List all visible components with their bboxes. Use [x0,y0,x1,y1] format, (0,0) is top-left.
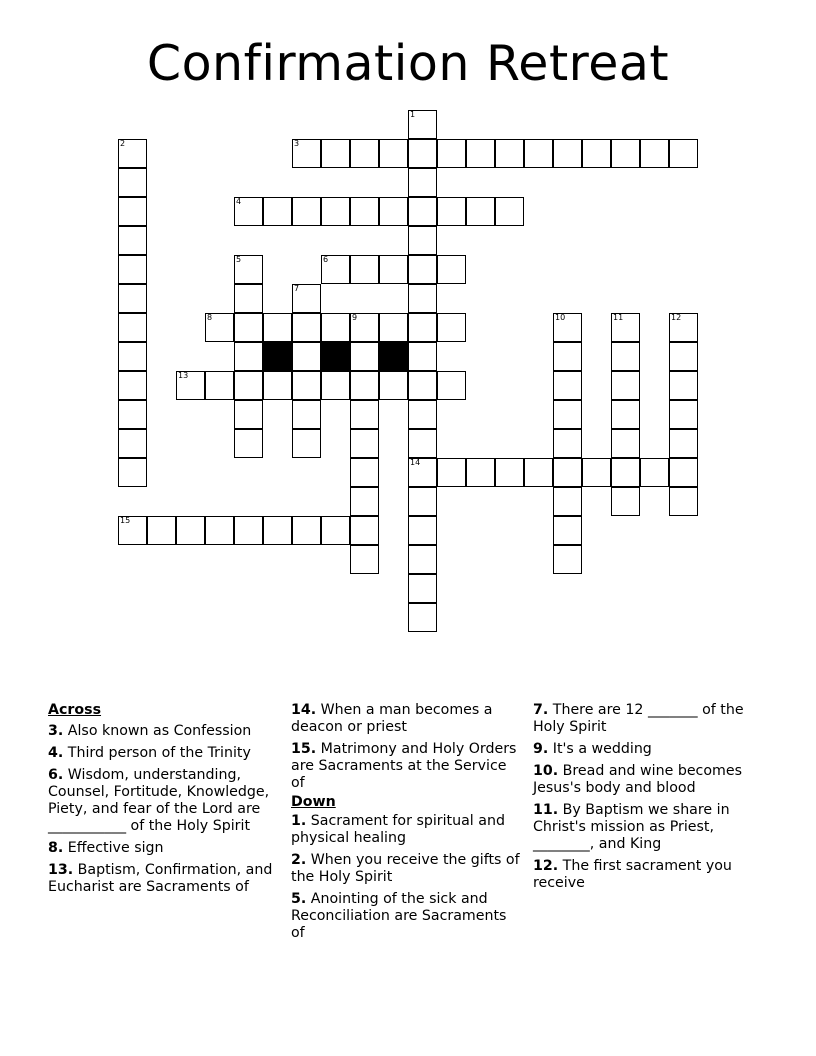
grid-cell[interactable] [437,255,466,284]
clue-number: 5. [291,891,307,907]
grid-cell[interactable] [292,342,321,371]
grid-cell[interactable] [234,371,263,400]
grid-cell[interactable] [147,516,176,545]
grid-cell[interactable] [640,458,669,487]
grid-cell[interactable] [640,139,669,168]
grid-cell[interactable] [379,371,408,400]
grid-cell[interactable] [350,255,379,284]
clue-across-3 [48,723,280,740]
grid-cell[interactable] [176,516,205,545]
grid-cell[interactable] [408,255,437,284]
grid-cell[interactable] [234,255,263,284]
grid-cell[interactable] [263,313,292,342]
grid-cell[interactable] [611,458,640,487]
grid-cell[interactable] [408,545,437,574]
grid-cell[interactable] [379,255,408,284]
grid-cell[interactable] [669,458,698,487]
black-cell [379,342,408,371]
grid-cell[interactable] [292,371,321,400]
across-heading: Across [48,702,102,718]
black-cell [321,342,350,371]
clue-across-13 [48,862,280,896]
grid-cell[interactable] [611,313,640,342]
clue-down-1 [291,813,523,847]
grid-cell[interactable] [553,342,582,371]
grid-cell[interactable] [321,313,350,342]
clue-text: Third person of the Trinity [67,745,251,761]
grid-cell[interactable] [582,139,611,168]
grid-cell[interactable] [611,400,640,429]
clue-down-9 [533,741,765,758]
grid-cell[interactable] [118,197,147,226]
grid-cell[interactable] [118,516,147,545]
clue-number: 12. [533,858,559,874]
grid-cell[interactable] [350,429,379,458]
grid-cell[interactable] [437,313,466,342]
grid-cell[interactable] [553,139,582,168]
cell-number: 5 [236,255,242,264]
grid-cell[interactable] [408,226,437,255]
grid-cell[interactable] [611,139,640,168]
grid-cell[interactable] [611,429,640,458]
grid-cell[interactable] [669,429,698,458]
clue-across-8 [48,840,280,857]
clue-text: Bread and wine becomes Jesus's body and blood [533,763,742,796]
grid-cell[interactable] [350,458,379,487]
grid-cell[interactable] [118,168,147,197]
grid-cell[interactable] [350,400,379,429]
clue-text: By Baptism we share in Christ's mission as Priest, ________, and King [533,802,730,852]
grid-cell[interactable] [321,371,350,400]
grid-cell[interactable] [205,371,234,400]
grid-cell[interactable] [234,342,263,371]
grid-cell[interactable] [118,139,147,168]
clue-column-2 [291,702,523,947]
clue-text: Sacrament for spiritual and physical healing [291,813,505,846]
grid-cell[interactable] [350,371,379,400]
grid-cell[interactable] [292,197,321,226]
grid-cell[interactable] [292,313,321,342]
grid-cell[interactable] [350,516,379,545]
grid-cell[interactable] [118,255,147,284]
grid-cell[interactable] [292,284,321,313]
grid-cell[interactable] [234,400,263,429]
clue-number: 7. [533,702,549,718]
grid-cell[interactable] [669,371,698,400]
down-heading: Down [291,794,336,810]
grid-cell[interactable] [524,139,553,168]
grid-cell[interactable] [408,168,437,197]
cell-number: 7 [294,284,300,293]
grid-cell[interactable] [408,139,437,168]
grid-cell[interactable] [553,400,582,429]
clue-text: Baptism, Confirmation, and Eucharist are Sacraments of [48,862,273,895]
grid-cell[interactable] [553,458,582,487]
clue-number: 8. [48,840,64,856]
grid-cell[interactable] [292,429,321,458]
cell-number: 1 [410,110,416,119]
clue-number: 2. [291,852,307,868]
grid-cell[interactable] [292,516,321,545]
grid-cell[interactable] [350,545,379,574]
clue-text: It's a wedding [552,741,652,757]
grid-cell[interactable] [437,197,466,226]
grid-cell[interactable] [495,458,524,487]
grid-cell[interactable] [553,429,582,458]
grid-cell[interactable] [408,313,437,342]
grid-cell[interactable] [234,313,263,342]
grid-cell[interactable] [379,197,408,226]
grid-cell[interactable] [669,139,698,168]
cell-number: 9 [352,313,358,322]
grid-cell[interactable] [408,574,437,603]
cell-number: 8 [207,313,213,322]
grid-cell[interactable] [669,400,698,429]
cell-number: 12 [671,313,682,322]
clue-number: 9. [533,741,549,757]
grid-cell[interactable] [408,197,437,226]
grid-cell[interactable] [408,284,437,313]
black-cell [263,342,292,371]
grid-cell[interactable] [118,429,147,458]
clue-down-7 [533,702,765,736]
clue-text: Anointing of the sick and Reconciliation are Sacraments of [291,891,507,941]
grid-cell[interactable] [408,458,437,487]
clue-across-6 [48,767,280,835]
grid-cell[interactable] [118,342,147,371]
grid-cell[interactable] [234,284,263,313]
grid-cell[interactable] [263,197,292,226]
grid-cell[interactable] [350,197,379,226]
clue-column-3 [533,702,765,897]
grid-cell[interactable] [408,400,437,429]
clue-text: Also known as Confession [67,723,252,739]
cell-number: 4 [236,197,242,206]
clue-across-4 [48,745,280,762]
clue-number: 1. [291,813,307,829]
clue-number: 3. [48,723,64,739]
clue-down-12 [533,858,765,892]
grid-cell[interactable] [118,400,147,429]
cell-number: 13 [178,371,189,380]
clue-number: 13. [48,862,74,878]
grid-cell[interactable] [350,139,379,168]
grid-cell[interactable] [234,516,263,545]
clue-number: 4. [48,745,64,761]
grid-cell[interactable] [553,371,582,400]
cell-number: 3 [294,139,300,148]
grid-cell[interactable] [553,313,582,342]
clue-number: 6. [48,767,64,783]
clue-across-14 [291,702,523,736]
grid-cell[interactable] [408,487,437,516]
clue-column-1 [48,702,280,901]
grid-cell[interactable] [118,371,147,400]
clue-down-2 [291,852,523,886]
grid-cell[interactable] [437,458,466,487]
grid-cell[interactable] [292,139,321,168]
grid-cell[interactable] [669,313,698,342]
clue-text: There are 12 _______ of the Holy Spirit [533,702,744,735]
clue-text: When a man becomes a deacon or priest [291,702,493,735]
page-title: Confirmation Retreat [146,35,670,92]
grid-cell[interactable] [321,516,350,545]
grid-cell[interactable] [553,487,582,516]
grid-cell[interactable] [582,458,611,487]
clue-down-5 [291,891,523,942]
grid-cell[interactable] [234,197,263,226]
grid-cell[interactable] [611,487,640,516]
grid-cell[interactable] [292,400,321,429]
clue-across-15 [291,741,523,792]
cell-number: 14 [410,458,421,467]
grid-cell[interactable] [466,197,495,226]
clue-text: Effective sign [67,840,164,856]
cell-number: 10 [555,313,566,322]
clue-text: Matrimony and Holy Orders are Sacraments at the Service of [291,741,517,791]
clue-text: Wisdom, understanding, Counsel, Fortitude, Knowledge, Piety, and fear of the Lord are ___________ of the Holy Spirit [48,767,270,834]
grid-cell[interactable] [118,313,147,342]
grid-cell[interactable] [234,429,263,458]
cell-number: 2 [120,139,126,148]
grid-cell[interactable] [176,371,205,400]
grid-cell[interactable] [321,139,350,168]
grid-cell[interactable] [263,371,292,400]
grid-cell[interactable] [408,371,437,400]
grid-cell[interactable] [495,197,524,226]
clue-text: The first sacrament you receive [533,858,732,891]
cell-number: 15 [120,516,131,525]
clue-number: 14. [291,702,317,718]
grid-cell[interactable] [553,545,582,574]
grid-cell[interactable] [611,371,640,400]
grid-cell[interactable] [495,139,524,168]
clue-number: 11. [533,802,559,818]
clues-section [48,702,778,982]
cell-number: 6 [323,255,329,264]
grid-cell[interactable] [263,516,292,545]
grid-cell[interactable] [408,342,437,371]
grid-cell[interactable] [379,313,408,342]
grid-cell[interactable] [669,342,698,371]
grid-cell[interactable] [437,139,466,168]
grid-cell[interactable] [205,313,234,342]
grid-cell[interactable] [350,342,379,371]
grid-cell[interactable] [466,139,495,168]
grid-cell[interactable] [205,516,234,545]
clue-number: 15. [291,741,317,757]
grid-cell[interactable] [437,371,466,400]
grid-cell[interactable] [321,255,350,284]
clue-down-10 [533,763,765,797]
grid-cell[interactable] [408,110,437,139]
clue-down-11 [533,802,765,853]
clue-text: When you receive the gifts of the Holy Spirit [291,852,520,885]
grid-cell[interactable] [669,487,698,516]
grid-cell[interactable] [553,516,582,545]
grid-cell[interactable] [408,429,437,458]
grid-cell[interactable] [611,342,640,371]
grid-cell[interactable] [408,603,437,632]
grid-cell[interactable] [118,458,147,487]
grid-cell[interactable] [379,139,408,168]
cell-number: 11 [613,313,624,322]
grid-cell[interactable] [350,313,379,342]
grid-cell[interactable] [118,226,147,255]
grid-cell[interactable] [408,516,437,545]
grid-cell[interactable] [524,458,553,487]
clue-number: 10. [533,763,559,779]
grid-cell[interactable] [350,487,379,516]
grid-cell[interactable] [466,458,495,487]
grid-cell[interactable] [118,284,147,313]
grid-cell[interactable] [321,197,350,226]
